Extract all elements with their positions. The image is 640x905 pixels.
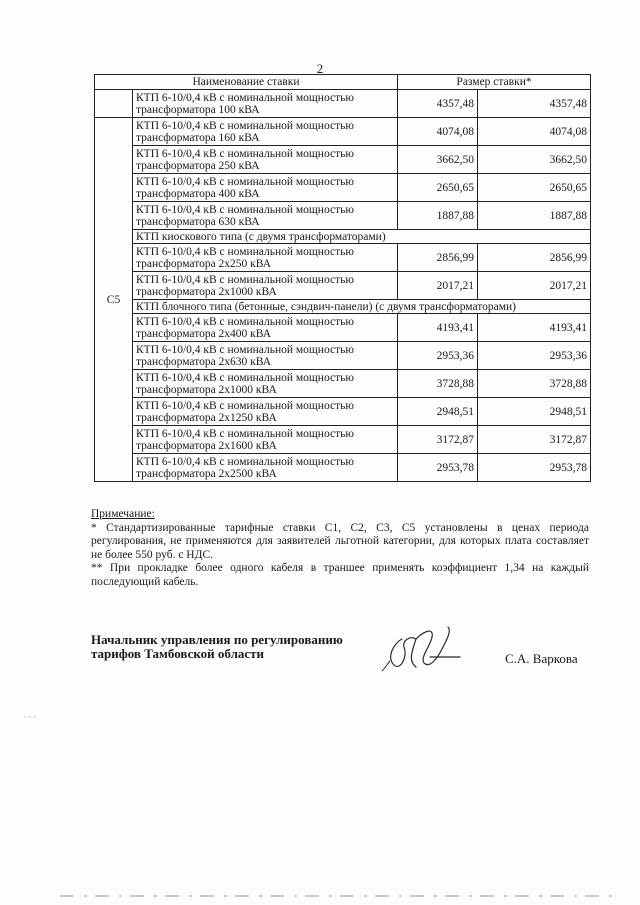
rate-name-line: КТП 6-10/0,4 кВ с номинальной мощностью [136, 315, 354, 328]
rate-name-line: КТП 6-10/0,4 кВ с номинальной мощностью [136, 455, 354, 468]
rate-value: 3662,50 [478, 146, 591, 174]
rate-value: 2953,36 [398, 342, 478, 370]
rate-name-line: КТП 6-10/0,4 кВ с номинальной мощностью [136, 203, 354, 216]
rate-name-line: трансформатора 2х250 кВА [136, 257, 272, 270]
header-rate-size: Размер ставки* [398, 75, 591, 90]
rate-name-line: трансформатора 250 кВА [136, 159, 260, 172]
rate-value: 4074,08 [398, 118, 478, 146]
rate-value: 3172,87 [398, 426, 478, 454]
rate-name-line: КТП 6-10/0,4 кВ с номинальной мощностью [136, 399, 354, 412]
rate-value: 2856,99 [398, 244, 478, 272]
rate-name-line: трансформатора 2х630 кВА [136, 355, 272, 368]
rate-value: 3172,87 [478, 426, 591, 454]
rate-value: 2017,21 [478, 272, 591, 300]
rate-name-line: КТП 6-10/0,4 кВ с номинальной мощностью [136, 427, 354, 440]
rate-name-line: трансформатора 2х1250 кВА [136, 411, 277, 424]
rate-value: 4193,41 [478, 314, 591, 342]
note-2: ** При прокладке более одного кабеля в траншее применять коэффициент 1,34 на каждый последующий кабель. [91, 562, 589, 588]
signatory-position-line-2: тарифов Тамбовской области [91, 646, 265, 661]
rate-value: 4357,48 [478, 90, 591, 118]
page-number: 2 [316, 61, 324, 76]
rate-value: 2017,21 [398, 272, 478, 300]
rate-name-line: КТП 6-10/0,4 кВ с номинальной мощностью [136, 371, 354, 384]
rate-value: 3728,88 [478, 370, 591, 398]
rate-name-line: трансформатора 2х2500 кВА [136, 467, 277, 480]
rate-name-line: КТП 6-10/0,4 кВ с номинальной мощностью [136, 91, 354, 104]
rate-value: 2953,78 [478, 454, 591, 482]
rate-name-line: трансформатора 400 кВА [136, 187, 260, 200]
rate-value: 3662,50 [398, 146, 478, 174]
rate-value: 2948,51 [478, 398, 591, 426]
header-rate-name: Наименование ставки [95, 75, 398, 90]
rate-value: 2953,78 [398, 454, 478, 482]
rate-code: С5 [95, 118, 133, 482]
rate-name-line: КТП 6-10/0,4 кВ с номинальной мощностью [136, 245, 354, 258]
rate-value: 4357,48 [398, 90, 478, 118]
rate-name-line: трансформатора 160 кВА [136, 131, 260, 144]
notes-title: Примечание: [91, 508, 155, 520]
rate-name-line: трансформатора 2х400 кВА [136, 327, 272, 340]
section-label: КТП киоскового типа (с двумя трансформаторами) [133, 230, 591, 244]
rate-value: 4074,08 [478, 118, 591, 146]
signer-name: С.А. Варкова [505, 651, 578, 666]
section-label: КТП блочного типа (бетонные, сэндвич-панели) (с двумя трансформаторами) [133, 300, 591, 314]
rate-value: 4193,41 [398, 314, 478, 342]
rate-name-line: трансформатора 2х1000 кВА [136, 383, 277, 396]
rate-value: 3728,88 [398, 370, 478, 398]
rate-value: 2948,51 [398, 398, 478, 426]
rate-value: 2856,99 [478, 244, 591, 272]
rate-name-line: трансформатора 100 кВА [136, 103, 260, 116]
rate-name-line: трансформатора 630 кВА [136, 215, 260, 228]
note-1: * Стандартизированные тарифные ставки С1, С2, С3, С5 установлены в ценах периода регулирования, не применяются для заявителей льготной категории, для которых плата составляет не более 550 руб. с НДС. [91, 521, 589, 561]
rate-name-line: КТП 6-10/0,4 кВ с номинальной мощностью [136, 273, 354, 286]
rate-name-line: КТП 6-10/0,4 кВ с номинальной мощностью [136, 343, 354, 356]
rate-value: 2650,65 [478, 174, 591, 202]
rate-name-line: трансформатора 2х1000 кВА [136, 285, 277, 298]
signatory-position-line-1: Начальник управления по регулированию [91, 632, 343, 647]
rate-name-line: КТП 6-10/0,4 кВ с номинальной мощностью [136, 175, 354, 188]
rate-name-line: КТП 6-10/0,4 кВ с номинальной мощностью [136, 147, 354, 160]
rate-name-line: трансформатора 2х1600 кВА [136, 439, 277, 452]
rate-name-line: КТП 6-10/0,4 кВ с номинальной мощностью [136, 119, 354, 132]
rate-value: 1887,88 [398, 202, 478, 230]
rate-value: 1887,88 [478, 202, 591, 230]
rate-value: 2650,65 [398, 174, 478, 202]
rate-value: 2953,36 [478, 342, 591, 370]
